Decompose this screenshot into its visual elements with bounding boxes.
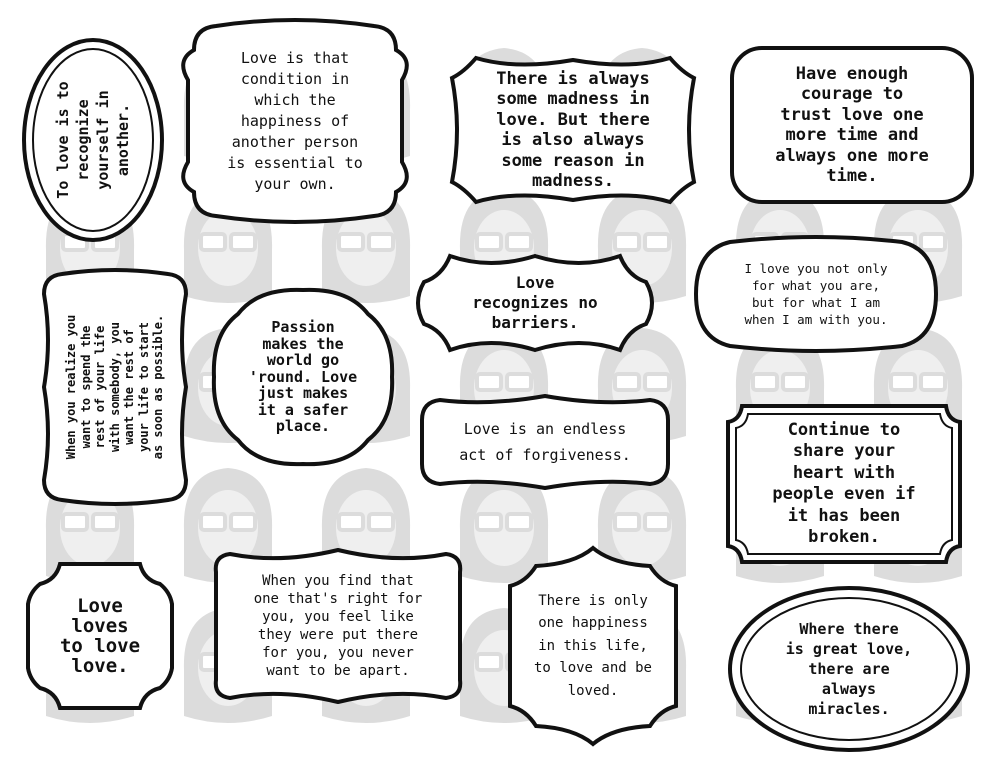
quote-text-2: Love is that condition in which the happiness of another person is essential to your own.: [227, 48, 363, 193]
quote-label-9: [416, 390, 674, 494]
quote-text-6: Passion makes the world go 'round. Love just makes it a safer place.: [248, 318, 358, 436]
quote-label-4: [728, 44, 976, 206]
quote-label-10: [722, 400, 966, 568]
quote-text-10: Continue to share your heart with people even if it has been broken.: [772, 419, 916, 547]
quote-label-2: [176, 20, 414, 222]
quote-label-8: [690, 236, 942, 352]
quote-text-11: Love loves to love love.: [59, 595, 141, 677]
quote-text-14: Where there is great love, there are always miracles.: [785, 620, 913, 718]
quote-label-13: [500, 542, 686, 750]
quote-label-11: [20, 556, 180, 716]
quote-label-5: [38, 268, 192, 506]
quote-label-7: [410, 248, 660, 358]
quote-text-7: Love recognizes no barriers.: [472, 273, 598, 332]
quote-label-1: [22, 38, 164, 242]
quote-text-13: There is only one happiness in this life, to love and be loved.: [533, 592, 652, 699]
quote-text-9: Love is an endless act of forgiveness.: [459, 420, 631, 464]
quote-label-14: [726, 584, 972, 754]
quote-text-5: When you realize you want to spend the rest of your life with somebody, you want the rest of your life to start as soon as possible.: [63, 314, 166, 460]
quote-text-8: I love you not only for what you are, but for what I am when I am with you.: [744, 261, 888, 327]
quote-text-3: There is always some madness in love. But there is also always some reason in madness.: [496, 68, 650, 191]
quote-text-12: When you find that one that's right for you, you feel like they were put there for you, you never want to be apart.: [253, 573, 423, 679]
quote-label-12: [210, 544, 466, 708]
quote-text-1: To love is to recognize yourself in another.: [54, 81, 132, 199]
quote-label-3: [446, 52, 700, 208]
quote-text-4: Have enough courage to trust love one more time and always one more time.: [775, 63, 929, 186]
quote-label-6: [208, 284, 398, 470]
